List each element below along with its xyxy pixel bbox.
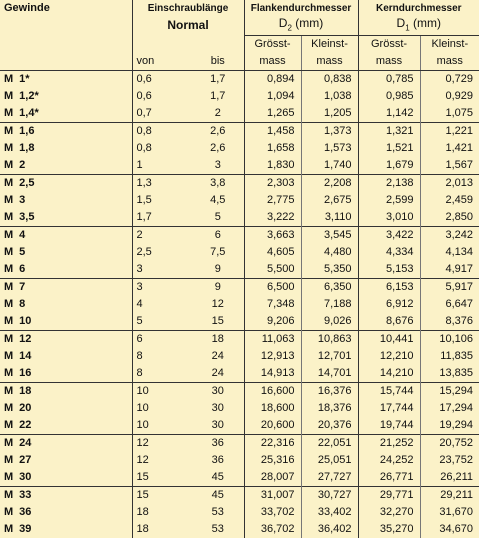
table-row [0, 209, 479, 227]
d1-groesst: 1,142 [358, 105, 420, 123]
d1-kleinst: 34,670 [420, 521, 479, 538]
length-von: 15 [132, 487, 192, 505]
d1-kleinst: 4,134 [420, 244, 479, 261]
length-von: 1 [132, 157, 192, 175]
d1-groesst: 17,744 [358, 400, 420, 417]
d2-groesst: 36,702 [244, 521, 301, 538]
length-von: 2,5 [132, 244, 192, 261]
d2-kleinst: 2,208 [301, 175, 358, 193]
d2-groesst: 5,500 [244, 261, 301, 279]
d2-groesst: 16,600 [244, 383, 301, 401]
d2-groesst: 1,458 [244, 123, 301, 141]
thread-size: M 27 [4, 454, 32, 467]
header-kerndurchmesser: Kerndurchmesser [358, 0, 479, 16]
d1-kleinst: 10,106 [420, 331, 479, 349]
header-kleinst-flanken: Kleinst- [301, 36, 358, 54]
d1-kleinst: 20,752 [420, 435, 479, 453]
d2-groesst: 3,222 [244, 209, 301, 227]
d2-kleinst: 1,573 [301, 140, 358, 157]
row-group [0, 175, 479, 227]
length-bis: 53 [211, 523, 224, 536]
header-bis: bis [192, 53, 244, 71]
length-von: 0,6 [132, 71, 192, 89]
length-bis: 5 [214, 211, 221, 224]
length-bis: 53 [211, 506, 224, 519]
d2-kleinst: 25,051 [301, 452, 358, 469]
d2-groesst: 7,348 [244, 296, 301, 313]
table-row [0, 175, 479, 193]
d1-groesst: 19,744 [358, 417, 420, 435]
length-bis: 45 [192, 487, 244, 505]
thread-size: M 12 [0, 331, 132, 349]
row-group [0, 279, 479, 331]
table-row [0, 487, 479, 505]
d1-kleinst: 2,459 [420, 192, 479, 209]
d1-groesst: 35,270 [358, 521, 420, 538]
length-bis: 15 [211, 315, 224, 328]
d1-kleinst: 17,294 [420, 400, 479, 417]
d2-kleinst: 5,350 [301, 261, 358, 279]
table-row [0, 192, 479, 209]
length-bis: 24 [211, 350, 224, 363]
d2-groesst: 4,605 [244, 244, 301, 261]
length-von: 18 [132, 521, 192, 538]
d2-groesst: 28,007 [244, 469, 301, 487]
length-bis: 7,5 [210, 246, 226, 259]
d2-kleinst: 30,727 [301, 487, 358, 505]
d2-groesst: 11,063 [244, 331, 301, 349]
d2-kleinst: 10,863 [301, 331, 358, 349]
header-mass: mass [358, 53, 420, 71]
table-row [0, 365, 479, 383]
thread-size: M 1,6 [0, 123, 132, 141]
table-row [0, 140, 479, 157]
length-von: 0,8 [132, 140, 192, 157]
d2-groesst: 33,702 [244, 504, 301, 521]
d1-groesst: 15,744 [358, 383, 420, 401]
thread-size: M 14 [4, 350, 32, 363]
d1-groesst: 1,321 [358, 123, 420, 141]
d1-groesst: 21,252 [358, 435, 420, 453]
thread-size: M 4 [0, 227, 132, 245]
d2-kleinst: 0,838 [301, 71, 358, 89]
d1-groesst: 24,252 [358, 452, 420, 469]
length-von: 12 [132, 452, 192, 469]
d1-kleinst: 2,013 [420, 175, 479, 193]
d1-kleinst: 29,211 [420, 487, 479, 505]
thread-size: M 22 [4, 419, 32, 432]
d1-kleinst: 23,752 [420, 452, 479, 469]
header-mass: mass [244, 53, 301, 71]
length-von: 8 [132, 348, 192, 365]
thread-size: M 5 [4, 246, 26, 259]
d1-groesst: 6,912 [358, 296, 420, 313]
d2-kleinst: 3,545 [301, 227, 358, 245]
row-group [0, 383, 479, 435]
length-von: 0,7 [132, 105, 192, 123]
header-flankendurchmesser: Flankendurchmesser [244, 0, 358, 16]
header-normal: Normal [132, 16, 244, 36]
length-von: 1,5 [132, 192, 192, 209]
table-row [0, 279, 479, 297]
length-bis: 30 [192, 383, 244, 401]
d2-kleinst: 3,110 [301, 209, 358, 227]
thread-size: M 2 [4, 159, 26, 172]
table-row [0, 296, 479, 313]
d2-kleinst: 6,350 [301, 279, 358, 297]
length-bis: 9 [192, 279, 244, 297]
d2-kleinst: 1,205 [301, 105, 358, 123]
row-group [0, 487, 479, 538]
d2-kleinst: 1,373 [301, 123, 358, 141]
d1-kleinst: 0,729 [420, 71, 479, 89]
header-d2: $D_2$ (mm) [244, 16, 358, 36]
table-row [0, 227, 479, 245]
d1-groesst: 0,785 [358, 71, 420, 89]
thread-size: M 20 [4, 402, 32, 415]
row-group [0, 331, 479, 383]
d1-groesst: 0,985 [358, 88, 420, 105]
length-von: 15 [132, 469, 192, 487]
table-header [0, 0, 479, 71]
d2-kleinst: 20,376 [301, 417, 358, 435]
d1-kleinst: 5,917 [420, 279, 479, 297]
d2-groesst: 2,303 [244, 175, 301, 193]
header-gewinde: Gewinde [4, 1, 50, 14]
d1-groesst: 12,210 [358, 348, 420, 365]
length-von: 0,6 [132, 88, 192, 105]
d1-kleinst: 3,242 [420, 227, 479, 245]
d1-kleinst: 31,670 [420, 504, 479, 521]
d1-groesst: 3,422 [358, 227, 420, 245]
row-group [0, 227, 479, 279]
table-row [0, 435, 479, 453]
length-von: 5 [132, 313, 192, 331]
thread-size: M 3 [4, 194, 26, 207]
d2-kleinst: 33,402 [301, 504, 358, 521]
table-row [0, 123, 479, 141]
header-d1: $D_1$ (mm) [358, 16, 479, 36]
d2-kleinst: 1,740 [301, 157, 358, 175]
table-row [0, 157, 479, 175]
length-bis: 30 [211, 402, 224, 415]
row-group [0, 123, 479, 175]
thread-size: M 2,5 [0, 175, 132, 193]
table-row [0, 331, 479, 349]
d2-groesst: 12,913 [244, 348, 301, 365]
d2-kleinst: 27,727 [301, 469, 358, 487]
length-von: 10 [132, 400, 192, 417]
d2-groesst: 6,500 [244, 279, 301, 297]
length-von: 0,8 [132, 123, 192, 141]
length-von: 6 [132, 331, 192, 349]
thread-size: M 8 [4, 298, 26, 311]
d2-groesst: 20,600 [244, 417, 301, 435]
thread-size: M 39 [4, 523, 32, 536]
table-row [0, 88, 479, 105]
length-von: 1,3 [132, 175, 192, 193]
d1-groesst: 29,771 [358, 487, 420, 505]
length-bis: 1,7 [210, 90, 226, 103]
d2-groesst: 22,316 [244, 435, 301, 453]
d1-groesst: 6,153 [358, 279, 420, 297]
d1-groesst: 26,771 [358, 469, 420, 487]
d1-kleinst: 11,835 [420, 348, 479, 365]
thread-size: M 36 [4, 506, 32, 519]
d1-groesst: 4,334 [358, 244, 420, 261]
d2-groesst: 3,663 [244, 227, 301, 245]
thread-size: M 24 [0, 435, 132, 453]
d2-kleinst: 1,038 [301, 88, 358, 105]
thread-size: M 1,4* [4, 107, 39, 120]
d1-kleinst: 1,075 [420, 105, 479, 123]
length-bis: 36 [192, 435, 244, 453]
length-bis: 2,6 [192, 123, 244, 141]
length-bis: 6 [192, 227, 244, 245]
d2-kleinst: 4,480 [301, 244, 358, 261]
d1-kleinst: 1,421 [420, 140, 479, 157]
length-bis: 2 [214, 107, 221, 120]
d1-kleinst: 19,294 [420, 417, 479, 435]
d1-groesst: 3,010 [358, 209, 420, 227]
table-row [0, 417, 479, 435]
d2-kleinst: 16,376 [301, 383, 358, 401]
table-row [0, 504, 479, 521]
d2-kleinst: 7,188 [301, 296, 358, 313]
table-row [0, 261, 479, 279]
length-von: 4 [132, 296, 192, 313]
thread-size: M 1,8 [4, 142, 35, 155]
header-kleinst-kern: Kleinst- [420, 36, 479, 54]
length-bis: 2,6 [210, 142, 226, 155]
d1-kleinst: 13,835 [420, 365, 479, 383]
d1-kleinst: 4,917 [420, 261, 479, 279]
length-von: 10 [132, 383, 192, 401]
length-bis: 1,7 [192, 71, 244, 89]
d1-kleinst: 1,567 [420, 157, 479, 175]
length-bis: 18 [192, 331, 244, 349]
thread-size: M 1* [0, 71, 132, 89]
d1-groesst: 32,270 [358, 504, 420, 521]
table-row [0, 452, 479, 469]
d1-groesst: 1,679 [358, 157, 420, 175]
d1-kleinst: 0,929 [420, 88, 479, 105]
thread-size: M 18 [0, 383, 132, 401]
d2-groesst: 31,007 [244, 487, 301, 505]
thread-size: M 30 [4, 471, 32, 484]
thread-size: M 10 [4, 315, 32, 328]
thread-size: M 3,5 [4, 211, 35, 224]
table-row [0, 244, 479, 261]
table-row [0, 105, 479, 123]
d2-kleinst: 2,675 [301, 192, 358, 209]
length-von: 10 [132, 417, 192, 435]
length-bis: 3 [214, 159, 221, 172]
header-groesst-kern: Grösst- [358, 36, 420, 54]
d2-groesst: 9,206 [244, 313, 301, 331]
table-row [0, 469, 479, 487]
d1-kleinst: 15,294 [420, 383, 479, 401]
table-row [0, 313, 479, 331]
d2-groesst: 1,830 [244, 157, 301, 175]
length-bis: 36 [211, 454, 224, 467]
d2-groesst: 1,094 [244, 88, 301, 105]
thread-size: M 33 [0, 487, 132, 505]
d1-kleinst: 6,647 [420, 296, 479, 313]
d1-groesst: 1,521 [358, 140, 420, 157]
thread-size: M 6 [4, 263, 26, 276]
d1-kleinst: 8,376 [420, 313, 479, 331]
d2-kleinst: 9,026 [301, 313, 358, 331]
length-bis: 24 [211, 367, 224, 380]
d1-groesst: 5,153 [358, 261, 420, 279]
header-mass: mass [420, 53, 479, 71]
d1-groesst: 2,138 [358, 175, 420, 193]
d2-groesst: 18,600 [244, 400, 301, 417]
d2-kleinst: 14,701 [301, 365, 358, 383]
d2-groesst: 0,894 [244, 71, 301, 89]
thread-size: M 1,2* [4, 90, 39, 103]
header-mass: mass [301, 53, 358, 71]
table-row [0, 71, 479, 89]
length-bis: 30 [211, 419, 224, 432]
length-von: 3 [132, 279, 192, 297]
d2-groesst: 14,913 [244, 365, 301, 383]
d2-kleinst: 18,376 [301, 400, 358, 417]
d2-groesst: 25,316 [244, 452, 301, 469]
length-bis: 9 [214, 263, 221, 276]
length-von: 1,7 [132, 209, 192, 227]
length-bis: 4,5 [210, 194, 226, 207]
table-row [0, 383, 479, 401]
length-bis: 3,8 [192, 175, 244, 193]
d1-groesst: 2,599 [358, 192, 420, 209]
d1-groesst: 10,441 [358, 331, 420, 349]
thread-size: M 7 [0, 279, 132, 297]
d2-kleinst: 12,701 [301, 348, 358, 365]
header-von: von [132, 53, 192, 71]
table-row [0, 348, 479, 365]
length-von: 3 [132, 261, 192, 279]
length-von: 2 [132, 227, 192, 245]
length-bis: 12 [211, 298, 224, 311]
thread-size: M 16 [4, 367, 32, 380]
row-group [0, 71, 479, 123]
d1-groesst: 14,210 [358, 365, 420, 383]
d1-kleinst: 26,211 [420, 469, 479, 487]
header-einschraublaenge: Einschraublänge [132, 0, 244, 16]
header-groesst-flanken: Grösst- [244, 36, 301, 54]
d2-groesst: 1,658 [244, 140, 301, 157]
row-group [0, 435, 479, 487]
d2-kleinst: 36,402 [301, 521, 358, 538]
length-von: 18 [132, 504, 192, 521]
table-row [0, 521, 479, 538]
d2-groesst: 1,265 [244, 105, 301, 123]
table-row [0, 400, 479, 417]
length-bis: 45 [211, 471, 224, 484]
length-von: 12 [132, 435, 192, 453]
d1-kleinst: 1,221 [420, 123, 479, 141]
length-von: 8 [132, 365, 192, 383]
d2-kleinst: 22,051 [301, 435, 358, 453]
d1-kleinst: 2,850 [420, 209, 479, 227]
d1-groesst: 8,676 [358, 313, 420, 331]
d2-groesst: 2,775 [244, 192, 301, 209]
